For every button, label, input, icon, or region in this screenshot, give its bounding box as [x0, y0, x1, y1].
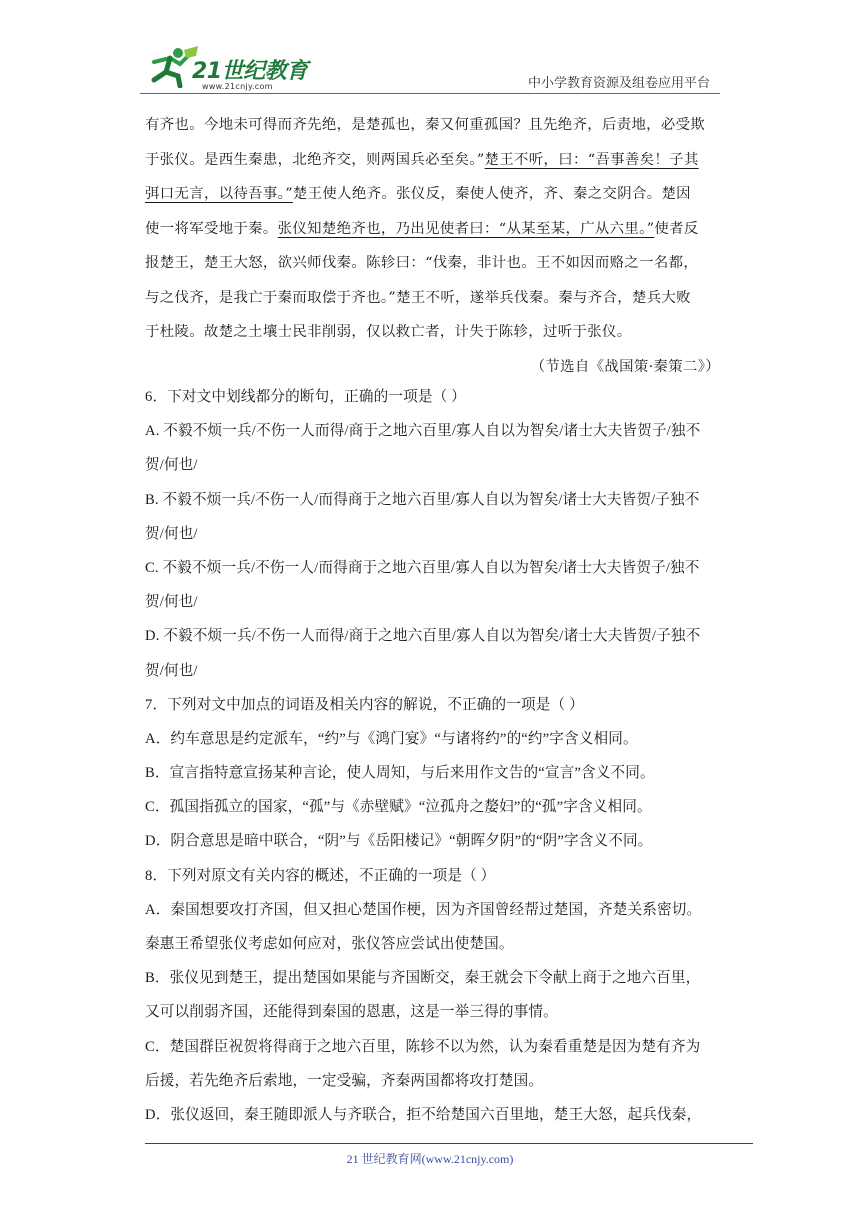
question-line: D．阴合意思是暗中联合，“阴”与《岳阳楼记》“朝晖夕阴”的“阴”字含义不同。 [145, 833, 653, 850]
question-line: B. 不毅不烦一兵/不伤一人/而得商于之地六百里/寡人自以为智矣/诸士大夫皆贺/子独不 [145, 491, 700, 508]
question-line: 贺/何也/ [145, 525, 198, 542]
question-line: C. 不毅不烦一兵/不伤一人/而得商于之地六百里/寡人自以为智矣/诸士大夫皆贺子/独不 [145, 559, 700, 576]
header-divider [140, 93, 720, 94]
site-logo[interactable] [140, 44, 330, 91]
passage [145, 108, 720, 384]
footer-divider [145, 1143, 753, 1144]
passage-line [145, 108, 720, 143]
text-segment: 有齐也。今地未可得而齐先绝，是楚孤也，秦又何重孤国？且先绝齐，后责地，必受欺 [145, 117, 706, 133]
question-line: D．张仪返回，秦王随即派人与齐联合，拒不给楚国六百里地，楚王大怒，起兵伐秦， [145, 1106, 702, 1123]
question-line: 贺/何也/ [145, 457, 198, 474]
underlined-segment: 楚王不听，曰：“吾事善矣！子其 [484, 151, 699, 168]
questions [145, 380, 725, 1132]
question-line: B．宣言指特意宣扬某种言论，使人周知，与后来用作文告的“宣言”含义不同。 [145, 765, 655, 782]
text-segment: 使者反 [654, 220, 699, 237]
passage-source: （节选自《战国策·秦策二》） [530, 358, 720, 375]
text-segment: 于张仪。是西生秦患，北绝齐交，则两国兵必至矣。” [145, 151, 485, 168]
underlined-segment: 弭口无言，以待吾事。” [145, 186, 293, 202]
logo-wordmark: 21世纪教育 [192, 59, 308, 84]
question-line: 后援，若先绝齐后索地，一定受骗，齐秦两国都将攻打楚国。 [145, 1072, 544, 1089]
text-segment: 楚王使人绝齐。张仪反，秦使人使齐，齐、秦之交阴合。楚因 [292, 186, 691, 202]
passage-line [145, 281, 720, 316]
underlined-segment: 张仪知楚绝齐也，乃出见使者曰：“从某至某，广从六里。” [277, 220, 655, 237]
page-header [140, 38, 720, 92]
question-line: B．张仪见到楚王，提出楚国如果能与齐国断交，秦王就会下令献上商于之地六百里， [145, 970, 701, 987]
logo-url: www.21cnjy.com [202, 82, 273, 91]
question-line: 8．下列对原文有关内容的概述，不正确的一项是（ ） [145, 867, 496, 884]
question-line: A. 不毅不烦一兵/不伤一人而得/商于之地六百里/寡人自以为智矣/诸士大夫皆贺子/独不 [145, 423, 701, 440]
question-line: 7．下列对文中加点的词语及相关内容的解说，不正确的一项是（ ） [145, 696, 584, 713]
text-segment: 报楚王，楚王大怒，欲兴师伐秦。陈轸曰：“伐秦，非计也。王不如因而赂之一名都， [145, 255, 699, 271]
runner-logo-icon [140, 44, 200, 88]
passage-line [145, 315, 720, 350]
question-line: A．秦国想要攻打齐国，但又担心楚国作梗，因为齐国曾经帮过楚国，齐楚关系密切。 [145, 901, 702, 918]
question-line: 贺/何也/ [145, 662, 198, 679]
text-segment: 使一将军受地于秦。 [145, 220, 278, 237]
text-segment: 与之伐齐，是我亡于秦而取偿于齐也。”楚王不听，遂举兵伐秦。秦与齐合，楚兵大败 [145, 289, 691, 306]
platform-title: 中小学教育资源及组卷应用平台 [527, 76, 710, 91]
question-line: C．孤国指孤立的国家，“孤”与《赤壁赋》“泣孤舟之嫠妇”的“孤”字含义相同。 [145, 799, 652, 816]
text-segment: 于杜陵。故楚之土壤士民非削弱，仅以救亡者，计失于陈轸，过听于张仪。 [145, 324, 632, 340]
question-line: A．约车意思是约定派车，“约”与《鸿门宴》“与诸将约”的“约”字含义相同。 [145, 730, 638, 747]
question-line: D. 不毅不烦一兵/不伤一人而得/商于之地六百里/寡人自以为智矣/诸士大夫皆贺/子独不 [145, 628, 701, 645]
footer-link[interactable]: 21 世纪教育网(www.21cnjy.com) [346, 1152, 514, 1166]
passage-line [145, 143, 720, 178]
passage-line [145, 246, 720, 281]
question-line: 贺/何也/ [145, 594, 198, 611]
passage-line [145, 212, 720, 247]
passage-line [145, 177, 720, 212]
question-line: 6．下对文中划线都分的断句，正确的一项是（ ） [145, 389, 466, 405]
question-line: 秦惠王希望张仪考虑如何应对，张仪答应尝试出使楚国。 [145, 936, 514, 952]
question-line: C．楚国群臣祝贺将得商于之地六百里，陈轸不以为然，认为秦看重楚是因为楚有齐为 [145, 1038, 701, 1055]
question-line: 又可以削弱齐国，还能得到秦国的恩惠，这是一举三得的事情。 [145, 1004, 558, 1021]
